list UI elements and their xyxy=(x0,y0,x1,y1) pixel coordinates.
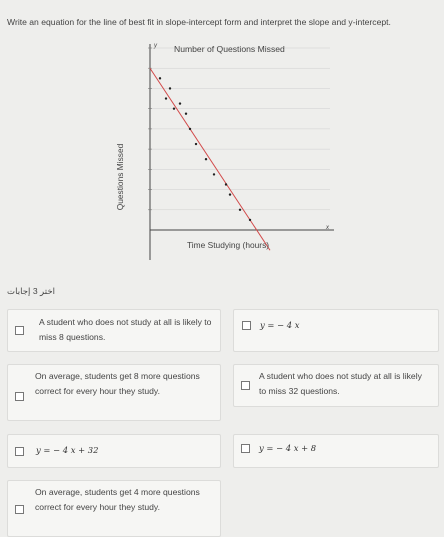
answer-option-3[interactable] xyxy=(7,364,221,421)
data-point xyxy=(159,77,161,79)
option-text: A student who does not study at all is likely to miss 32 questions. xyxy=(259,371,422,396)
checkbox-icon[interactable] xyxy=(241,381,250,390)
data-point xyxy=(205,158,207,160)
checkbox-icon[interactable] xyxy=(242,321,251,330)
question-prompt: Write an equation for the line of best fit in slope-intercept form and interpret the slope and y-intercept. xyxy=(7,17,391,27)
chart-y-label: Questions Missed xyxy=(115,143,125,211)
data-point xyxy=(169,87,171,89)
data-point xyxy=(165,97,167,99)
checkbox-icon[interactable] xyxy=(241,444,250,453)
data-point xyxy=(173,107,175,109)
chart-title: Number of Questions Missed xyxy=(174,44,285,54)
data-point xyxy=(179,102,181,104)
option-text: A student who does not study at all is likely to miss 8 questions. xyxy=(39,317,212,342)
data-point xyxy=(185,113,187,115)
data-point xyxy=(239,209,241,211)
chart-svg xyxy=(112,40,344,272)
option-math: y = − 4 x + 8 xyxy=(259,443,317,453)
data-point xyxy=(213,173,215,175)
data-point xyxy=(225,183,227,185)
option-text: On average, students get 8 more questions correct for every hour they study. xyxy=(35,371,200,396)
checkbox-icon[interactable] xyxy=(15,505,24,514)
answer-option-6[interactable] xyxy=(233,434,439,468)
answer-option-4[interactable] xyxy=(233,364,439,407)
scatter-chart xyxy=(112,40,344,272)
answer-option-1[interactable] xyxy=(7,309,221,352)
data-point xyxy=(189,128,191,130)
answer-option-5[interactable] xyxy=(7,434,221,468)
answer-instruction: اختر 3 إجابات xyxy=(7,286,56,296)
chart-x-label: Time Studying (hours) xyxy=(187,240,270,250)
option-math: y = − 4 x + 32 xyxy=(36,445,99,455)
option-math: y = − 4 x xyxy=(260,320,300,330)
y-axis-letter: y xyxy=(154,43,157,49)
data-point xyxy=(195,143,197,145)
fit-line xyxy=(150,68,270,250)
data-point xyxy=(249,219,251,221)
x-axis-letter: x xyxy=(326,225,329,231)
option-text: On average, students get 4 more questions correct for every hour they study. xyxy=(35,487,200,512)
answer-option-7[interactable] xyxy=(7,480,221,537)
checkbox-icon[interactable] xyxy=(15,392,24,401)
answer-option-2[interactable] xyxy=(233,309,439,352)
data-point xyxy=(229,193,231,195)
checkbox-icon[interactable] xyxy=(15,447,24,456)
checkbox-icon[interactable] xyxy=(15,326,24,335)
